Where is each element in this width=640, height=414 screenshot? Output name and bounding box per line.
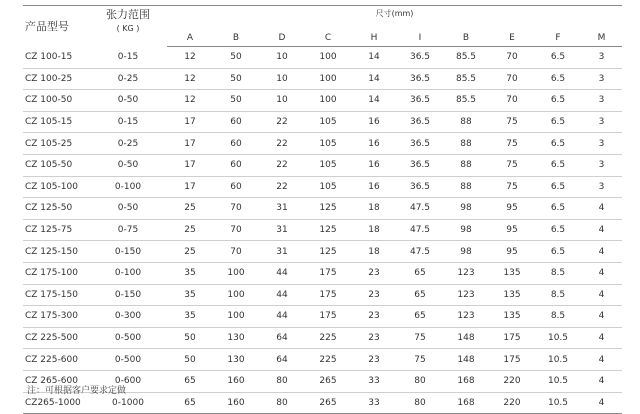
dimension-cell: 80: [259, 392, 305, 414]
dimension-cell: 16: [351, 133, 397, 155]
dimension-cell: 125: [305, 219, 351, 241]
dimension-cell: 50: [213, 68, 259, 90]
model-cell: CZ265-1000: [23, 392, 89, 414]
dimension-cell: 31: [259, 198, 305, 220]
dimension-cell: 148: [443, 327, 489, 349]
dimension-cell: 65: [397, 306, 443, 328]
dimension-cell: 6.5: [535, 133, 581, 155]
dimension-cell: 35: [167, 284, 213, 306]
model-cell: CZ 175-300: [23, 306, 89, 328]
tension-range-cell: 0-300: [89, 306, 167, 328]
dimension-cell: 44: [259, 262, 305, 284]
table-row: [23, 176, 622, 198]
dimension-cell: 225: [305, 349, 351, 371]
tension-range-cell: 0-15: [89, 47, 167, 69]
dimension-cell: 148: [443, 349, 489, 371]
dimension-cell: 125: [305, 241, 351, 263]
dims-header: 尺寸(mm): [375, 9, 414, 18]
dimension-cell: 36.5: [397, 176, 443, 198]
dimension-cell: 8.5: [535, 306, 581, 328]
table-body: [23, 47, 622, 414]
dimension-cell: 75: [397, 349, 443, 371]
tension-range-cell: 0-75: [89, 219, 167, 241]
dimension-cell: 50: [213, 47, 259, 69]
dimension-cell: 88: [443, 133, 489, 155]
dimension-cell: 16: [351, 111, 397, 133]
table-row: [23, 262, 622, 284]
dimension-cell: 3: [581, 154, 622, 176]
dimension-cell: 105: [305, 176, 351, 198]
dimension-cell: 6.5: [535, 90, 581, 112]
dimension-cell: 17: [167, 154, 213, 176]
dimension-cell: 160: [213, 370, 259, 392]
dimension-cell: 4: [581, 241, 622, 263]
dimension-cell: 175: [305, 284, 351, 306]
dimension-cell: 47.5: [397, 219, 443, 241]
dimension-cell: 14: [351, 90, 397, 112]
dimension-cell: 168: [443, 370, 489, 392]
model-cell: CZ 100-25: [23, 68, 89, 90]
dimension-cell: 70: [213, 198, 259, 220]
dimension-cell: 33: [351, 370, 397, 392]
spec-table: [23, 6, 622, 414]
tension-range-cell: 0-100: [89, 262, 167, 284]
dimension-cell: 3: [581, 111, 622, 133]
dimension-cell: 135: [489, 284, 535, 306]
table-row: [23, 219, 622, 241]
dimension-cell: 6.5: [535, 176, 581, 198]
dimension-cell: 65: [397, 262, 443, 284]
dimension-cell: 8.5: [535, 262, 581, 284]
model-cell: CZ 125-75: [23, 219, 89, 241]
dimension-cell: 80: [259, 370, 305, 392]
table-row: [23, 349, 622, 371]
dimension-cell: 70: [213, 219, 259, 241]
tension-range-cell: 0-15: [89, 111, 167, 133]
dimension-cell: 85.5: [443, 47, 489, 69]
model-cell: CZ 105-25: [23, 133, 89, 155]
dimension-cell: 88: [443, 111, 489, 133]
dimension-cell: 22: [259, 133, 305, 155]
dimension-cell: 50: [167, 349, 213, 371]
dimension-cell: 31: [259, 219, 305, 241]
dimension-cell: 18: [351, 241, 397, 263]
dimension-cell: 100: [305, 47, 351, 69]
dimension-cell: 265: [305, 370, 351, 392]
dimension-cell: 125: [305, 198, 351, 220]
model-cell: CZ 225-600: [23, 349, 89, 371]
dimension-cell: 10: [259, 68, 305, 90]
dimension-cell: 70: [213, 241, 259, 263]
dimension-cell: 36.5: [397, 68, 443, 90]
column-header: H: [351, 30, 397, 47]
table-row: [23, 111, 622, 133]
dimension-cell: 10: [259, 90, 305, 112]
dimension-cell: 175: [489, 327, 535, 349]
model-cell: CZ 265-600: [23, 370, 89, 392]
dimension-cell: 35: [167, 306, 213, 328]
dimension-cell: 75: [489, 133, 535, 155]
dimension-cell: 60: [213, 176, 259, 198]
table-row: [23, 133, 622, 155]
dimension-cell: 175: [305, 262, 351, 284]
dimension-cell: 75: [489, 176, 535, 198]
dimension-cell: 50: [167, 327, 213, 349]
dimension-cell: 25: [167, 198, 213, 220]
model-header: 产品型号: [25, 20, 69, 34]
dimension-cell: 3: [581, 68, 622, 90]
dimension-cell: 4: [581, 219, 622, 241]
dimension-cell: 6.5: [535, 219, 581, 241]
dimension-cell: 6.5: [535, 198, 581, 220]
dimension-cell: 22: [259, 111, 305, 133]
tension-range-cell: 0-500: [89, 327, 167, 349]
dimension-cell: 123: [443, 262, 489, 284]
dimension-cell: 36.5: [397, 90, 443, 112]
column-header: C: [305, 30, 351, 47]
dimension-cell: 64: [259, 349, 305, 371]
dimension-cell: 95: [489, 241, 535, 263]
model-cell: CZ 125-150: [23, 241, 89, 263]
dimension-cell: 88: [443, 176, 489, 198]
dimension-cell: 3: [581, 90, 622, 112]
dimension-cell: 60: [213, 133, 259, 155]
dimension-cell: 95: [489, 198, 535, 220]
dimension-cell: 175: [305, 306, 351, 328]
dimension-cell: 36.5: [397, 154, 443, 176]
dimension-cell: 85.5: [443, 68, 489, 90]
dimension-cell: 12: [167, 90, 213, 112]
dimension-cell: 6.5: [535, 47, 581, 69]
dimension-cell: 50: [213, 90, 259, 112]
tension-range-cell: 0-25: [89, 68, 167, 90]
dimension-cell: 6.5: [535, 111, 581, 133]
dimension-cell: 60: [213, 154, 259, 176]
table-row: [23, 284, 622, 306]
dimension-cell: 130: [213, 349, 259, 371]
tension-range-cell: 0-600: [89, 370, 167, 392]
dimension-cell: 105: [305, 111, 351, 133]
dimension-cell: 135: [489, 262, 535, 284]
dimension-cell: 100: [213, 284, 259, 306]
column-header: E: [489, 30, 535, 47]
dimension-cell: 22: [259, 154, 305, 176]
dimension-cell: 47.5: [397, 198, 443, 220]
column-header: F: [535, 30, 581, 47]
dimension-cell: 18: [351, 198, 397, 220]
dimension-cell: 3: [581, 176, 622, 198]
dimension-cell: 4: [581, 262, 622, 284]
dimension-cell: 100: [213, 306, 259, 328]
dimension-cell: 130: [213, 327, 259, 349]
dimension-cell: 6.5: [535, 68, 581, 90]
dimension-cell: 14: [351, 47, 397, 69]
dimension-cell: 4: [581, 306, 622, 328]
dimension-cell: 6.5: [535, 154, 581, 176]
dimension-cell: 75: [489, 111, 535, 133]
dimension-cell: 10.5: [535, 392, 581, 414]
dimension-cell: 98: [443, 241, 489, 263]
table-row: [23, 90, 622, 112]
dimension-cell: 88: [443, 154, 489, 176]
dimension-cell: 105: [305, 154, 351, 176]
model-cell: CZ 125-50: [23, 198, 89, 220]
model-cell: CZ 100-15: [23, 47, 89, 69]
dimension-cell: 70: [489, 90, 535, 112]
dimension-cell: 175: [489, 349, 535, 371]
dimension-cell: 85.5: [443, 90, 489, 112]
tension-range-cell: 0-150: [89, 284, 167, 306]
dimension-cell: 23: [351, 349, 397, 371]
dimension-cell: 12: [167, 68, 213, 90]
model-cell: CZ 105-15: [23, 111, 89, 133]
tension-range-cell: 0-100: [89, 176, 167, 198]
tension-range-cell: 0-50: [89, 154, 167, 176]
dimension-cell: 4: [581, 349, 622, 371]
table-row: [23, 68, 622, 90]
model-cell: CZ 105-100: [23, 176, 89, 198]
dimension-cell: 65: [167, 370, 213, 392]
tension-range-cell: 0-500: [89, 349, 167, 371]
table-row: [23, 47, 622, 69]
dimension-cell: 265: [305, 392, 351, 414]
dimension-cell: 70: [489, 47, 535, 69]
dimension-cell: 225: [305, 327, 351, 349]
tension-unit: ( KG ): [116, 24, 140, 33]
column-header: I: [397, 30, 443, 47]
tension-range-cell: 0-1000: [89, 392, 167, 414]
dimension-cell: 160: [213, 392, 259, 414]
dimension-cell: 25: [167, 219, 213, 241]
dimension-cell: 4: [581, 392, 622, 414]
dimension-cell: 123: [443, 284, 489, 306]
dimension-cell: 123: [443, 306, 489, 328]
tension-range-cell: 0-50: [89, 198, 167, 220]
dimension-cell: 23: [351, 306, 397, 328]
dimension-cell: 22: [259, 176, 305, 198]
dimension-cell: 10.5: [535, 370, 581, 392]
dimension-cell: 25: [167, 241, 213, 263]
dimension-cell: 10.5: [535, 349, 581, 371]
dimension-cell: 4: [581, 370, 622, 392]
model-cell: CZ 225-500: [23, 327, 89, 349]
dimension-cell: 98: [443, 219, 489, 241]
table-row: [23, 198, 622, 220]
dimension-cell: 75: [489, 154, 535, 176]
dimension-cell: 64: [259, 327, 305, 349]
dimension-cell: 14: [351, 68, 397, 90]
column-header: B: [213, 30, 259, 47]
model-cell: CZ 175-100: [23, 262, 89, 284]
dimension-cell: 100: [213, 262, 259, 284]
dimension-cell: 16: [351, 176, 397, 198]
model-cell: CZ 100-50: [23, 90, 89, 112]
dimension-cell: 105: [305, 133, 351, 155]
dimension-cell: 17: [167, 111, 213, 133]
tension-header: [89, 6, 167, 47]
dimension-cell: 70: [489, 68, 535, 90]
dimension-cell: 31: [259, 241, 305, 263]
dimension-cell: 23: [351, 262, 397, 284]
tension-range-cell: 0-25: [89, 133, 167, 155]
dimension-cell: 168: [443, 392, 489, 414]
dimension-cell: 3: [581, 47, 622, 69]
dimension-cell: 220: [489, 392, 535, 414]
dimension-cell: 44: [259, 284, 305, 306]
tension-range-cell: 0-150: [89, 241, 167, 263]
dimension-cell: 80: [397, 370, 443, 392]
column-header: M: [581, 30, 622, 47]
column-header: D: [259, 30, 305, 47]
dimension-cell: 4: [581, 284, 622, 306]
dimension-cell: 100: [305, 90, 351, 112]
dimension-cell: 6.5: [535, 241, 581, 263]
dimension-cell: 220: [489, 370, 535, 392]
dimension-cell: 36.5: [397, 133, 443, 155]
dimension-cell: 100: [305, 68, 351, 90]
dimension-cell: 16: [351, 154, 397, 176]
dimension-cell: 65: [397, 284, 443, 306]
model-cell: CZ 105-50: [23, 154, 89, 176]
tension-range-cell: 0-50: [89, 90, 167, 112]
table-row: [23, 241, 622, 263]
footnote: 注：可根据客户要求定做: [27, 386, 127, 396]
dimension-cell: 18: [351, 219, 397, 241]
dimension-cell: 47.5: [397, 241, 443, 263]
dimension-cell: 33: [351, 392, 397, 414]
dimension-cell: 8.5: [535, 284, 581, 306]
dimension-cell: 17: [167, 176, 213, 198]
dimension-cell: 10.5: [535, 327, 581, 349]
dimension-cell: 23: [351, 284, 397, 306]
dimension-cell: 44: [259, 306, 305, 328]
dimension-cell: 35: [167, 262, 213, 284]
dimension-cell: 36.5: [397, 111, 443, 133]
dimension-cell: 12: [167, 47, 213, 69]
header-row-top: [23, 6, 622, 30]
dimension-cell: 60: [213, 111, 259, 133]
column-header: A: [167, 30, 213, 47]
table-row: [23, 154, 622, 176]
dimension-cell: 80: [397, 392, 443, 414]
dimension-cell: 95: [489, 219, 535, 241]
dimension-cell: 4: [581, 198, 622, 220]
table-row: [23, 327, 622, 349]
table-row: [23, 306, 622, 328]
dimension-cell: 4: [581, 327, 622, 349]
dimension-cell: 36.5: [397, 47, 443, 69]
dimension-cell: 98: [443, 198, 489, 220]
dimension-cell: 135: [489, 306, 535, 328]
dimension-cell: 10: [259, 47, 305, 69]
dimension-cell: 65: [167, 392, 213, 414]
dimension-cell: 23: [351, 327, 397, 349]
tension-label: 张力范围: [106, 8, 150, 21]
column-header: B: [443, 30, 489, 47]
model-cell: CZ 175-150: [23, 284, 89, 306]
dimension-cell: 17: [167, 133, 213, 155]
dimension-cell: 3: [581, 133, 622, 155]
dimension-cell: 75: [397, 327, 443, 349]
